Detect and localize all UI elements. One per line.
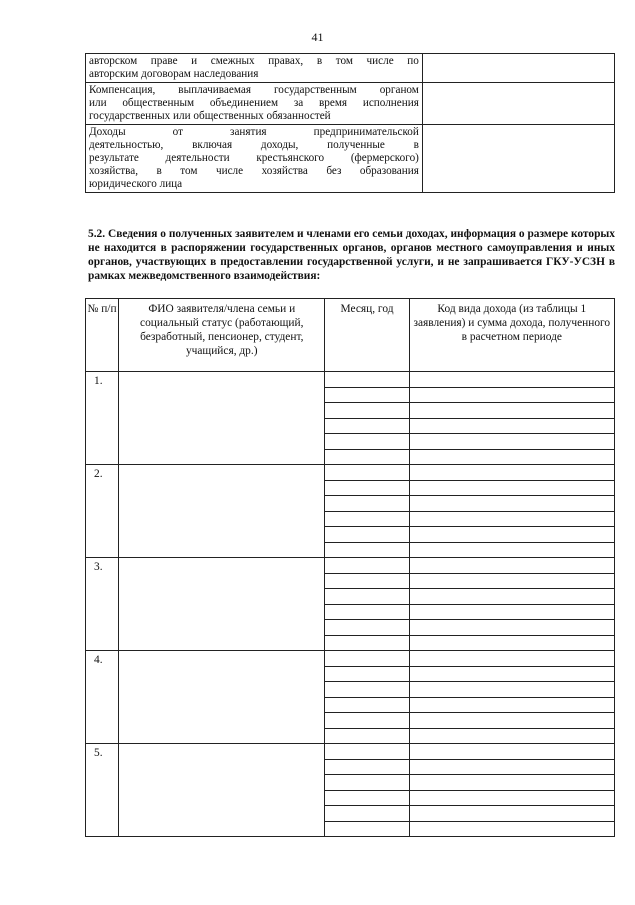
header-month-year: Месяц, год: [325, 299, 409, 372]
income-code-amount-field[interactable]: [409, 387, 614, 403]
month-year-field[interactable]: [325, 620, 409, 636]
month-year-field[interactable]: [325, 744, 409, 760]
month-year-field[interactable]: [325, 558, 409, 574]
income-code-amount-field[interactable]: [409, 403, 614, 419]
income-code-amount-field[interactable]: [409, 465, 614, 481]
income-code-amount-field[interactable]: [409, 589, 614, 605]
month-year-field[interactable]: [325, 542, 409, 558]
income-code-amount-field[interactable]: [409, 449, 614, 465]
table-row: [86, 651, 615, 667]
month-year-field[interactable]: [325, 651, 409, 667]
table-row: [86, 54, 615, 83]
page-number: 41: [311, 30, 324, 44]
income-code-amount-field[interactable]: [409, 604, 614, 620]
income-type-cell: [86, 54, 423, 83]
month-year-field[interactable]: [325, 496, 409, 512]
month-year-field[interactable]: [325, 589, 409, 605]
month-year-field[interactable]: [325, 759, 409, 775]
income-code-amount-field[interactable]: [409, 666, 614, 682]
income-code-amount-field[interactable]: [409, 480, 614, 496]
family-member-name-field[interactable]: [119, 558, 325, 651]
income-code-amount-field[interactable]: [409, 790, 614, 806]
month-year-field[interactable]: [325, 573, 409, 589]
income-code-amount-field[interactable]: [409, 496, 614, 512]
table-row: [86, 83, 615, 125]
income-code-amount-field[interactable]: [409, 558, 614, 574]
text-line: или общественным объединением за время исполнения: [89, 97, 419, 109]
family-income-table: [85, 298, 615, 837]
month-year-field[interactable]: [325, 511, 409, 527]
month-year-field[interactable]: [325, 527, 409, 543]
month-year-field[interactable]: [325, 434, 409, 450]
income-code-amount-field[interactable]: [409, 573, 614, 589]
income-code-amount-field[interactable]: [409, 372, 614, 388]
row-number: 2.: [86, 465, 119, 558]
text-line: авторском праве и смежных правах, в том числе по: [89, 55, 419, 67]
text-line: государственных или общественных обязанностей: [89, 110, 331, 122]
month-year-field[interactable]: [325, 387, 409, 403]
text-line: авторским договорам наследования: [89, 68, 259, 80]
row-number: 5.: [86, 744, 119, 837]
income-types-table-continued: [85, 53, 615, 193]
month-year-field[interactable]: [325, 635, 409, 651]
month-year-field[interactable]: [325, 604, 409, 620]
header-name-status: [119, 299, 325, 372]
income-code-amount-field[interactable]: [409, 620, 614, 636]
text-line: хозяйства, в том числе хозяйства без образования: [89, 165, 419, 177]
income-code-amount-field[interactable]: [409, 775, 614, 791]
table-row: [86, 744, 615, 760]
header-name-status-text: ФИО заявителя/члена семьи и социальный статус (работающий, безработный, пенсионер, студент, учащийся, др.): [140, 303, 304, 357]
text-line: Компенсация, выплачиваемая государственным органом: [89, 84, 419, 96]
month-year-field[interactable]: [325, 821, 409, 837]
family-member-name-field[interactable]: [119, 744, 325, 837]
table-row: [86, 125, 615, 193]
income-code-amount-field[interactable]: [409, 635, 614, 651]
income-code-amount-field[interactable]: [409, 434, 614, 450]
row-number: 4.: [86, 651, 119, 744]
income-code-amount-field[interactable]: [409, 418, 614, 434]
month-year-field[interactable]: [325, 403, 409, 419]
text-line: деятельностью, включая доходы, полученные в: [89, 139, 419, 151]
month-year-field[interactable]: [325, 449, 409, 465]
income-code-amount-field[interactable]: [409, 713, 614, 729]
row-number: 3.: [86, 558, 119, 651]
income-type-cell: [86, 83, 423, 125]
income-type-cell: [86, 125, 423, 193]
income-code-amount-field[interactable]: [409, 821, 614, 837]
header-income-code: [409, 299, 614, 372]
month-year-field[interactable]: [325, 372, 409, 388]
income-value-cell[interactable]: [422, 125, 614, 193]
header-num: № п/п: [86, 299, 119, 372]
month-year-field[interactable]: [325, 666, 409, 682]
income-code-amount-field[interactable]: [409, 759, 614, 775]
income-code-amount-field[interactable]: [409, 806, 614, 822]
family-member-name-field[interactable]: [119, 372, 325, 465]
row-number: 1.: [86, 372, 119, 465]
income-value-cell[interactable]: [422, 54, 614, 83]
income-code-amount-field[interactable]: [409, 697, 614, 713]
family-member-name-field[interactable]: [119, 465, 325, 558]
table-row: [86, 558, 615, 574]
text-line: юридического лица: [89, 178, 183, 190]
month-year-field[interactable]: [325, 682, 409, 698]
header-income-code-text: Код вида дохода (из таблицы 1 заявления) и сумма дохода, полученного в расчетном периоде: [413, 303, 611, 343]
text-line: результате деятельности крестьянского (фермерского): [89, 152, 419, 164]
family-member-name-field[interactable]: [119, 651, 325, 744]
month-year-field[interactable]: [325, 697, 409, 713]
income-code-amount-field[interactable]: [409, 728, 614, 744]
table-row: [86, 465, 615, 481]
month-year-field[interactable]: [325, 775, 409, 791]
month-year-field[interactable]: [325, 728, 409, 744]
income-code-amount-field[interactable]: [409, 682, 614, 698]
month-year-field[interactable]: [325, 713, 409, 729]
section-heading: 5.2. Сведения о полученных заявителем и членами его семьи доходах, информация о размере которых не находится в распоряжении государственных органов, органов местного самоуправления и иных органов, участвующих в предоставлении государственной услуги, и не запрашивается ГКУ-УСЗН в рамках межведомственного взаимодействия:: [88, 228, 615, 282]
month-year-field[interactable]: [325, 465, 409, 481]
income-value-cell[interactable]: [422, 83, 614, 125]
month-year-field[interactable]: [325, 790, 409, 806]
month-year-field[interactable]: [325, 418, 409, 434]
income-code-amount-field[interactable]: [409, 511, 614, 527]
month-year-field[interactable]: [325, 480, 409, 496]
income-code-amount-field[interactable]: [409, 542, 614, 558]
income-code-amount-field[interactable]: [409, 651, 614, 667]
income-code-amount-field[interactable]: [409, 527, 614, 543]
text-line: Доходы от занятия предпринимательской: [89, 126, 419, 138]
month-year-field[interactable]: [325, 806, 409, 822]
income-code-amount-field[interactable]: [409, 744, 614, 760]
table-header-row: [86, 299, 615, 372]
table-row: [86, 372, 615, 388]
